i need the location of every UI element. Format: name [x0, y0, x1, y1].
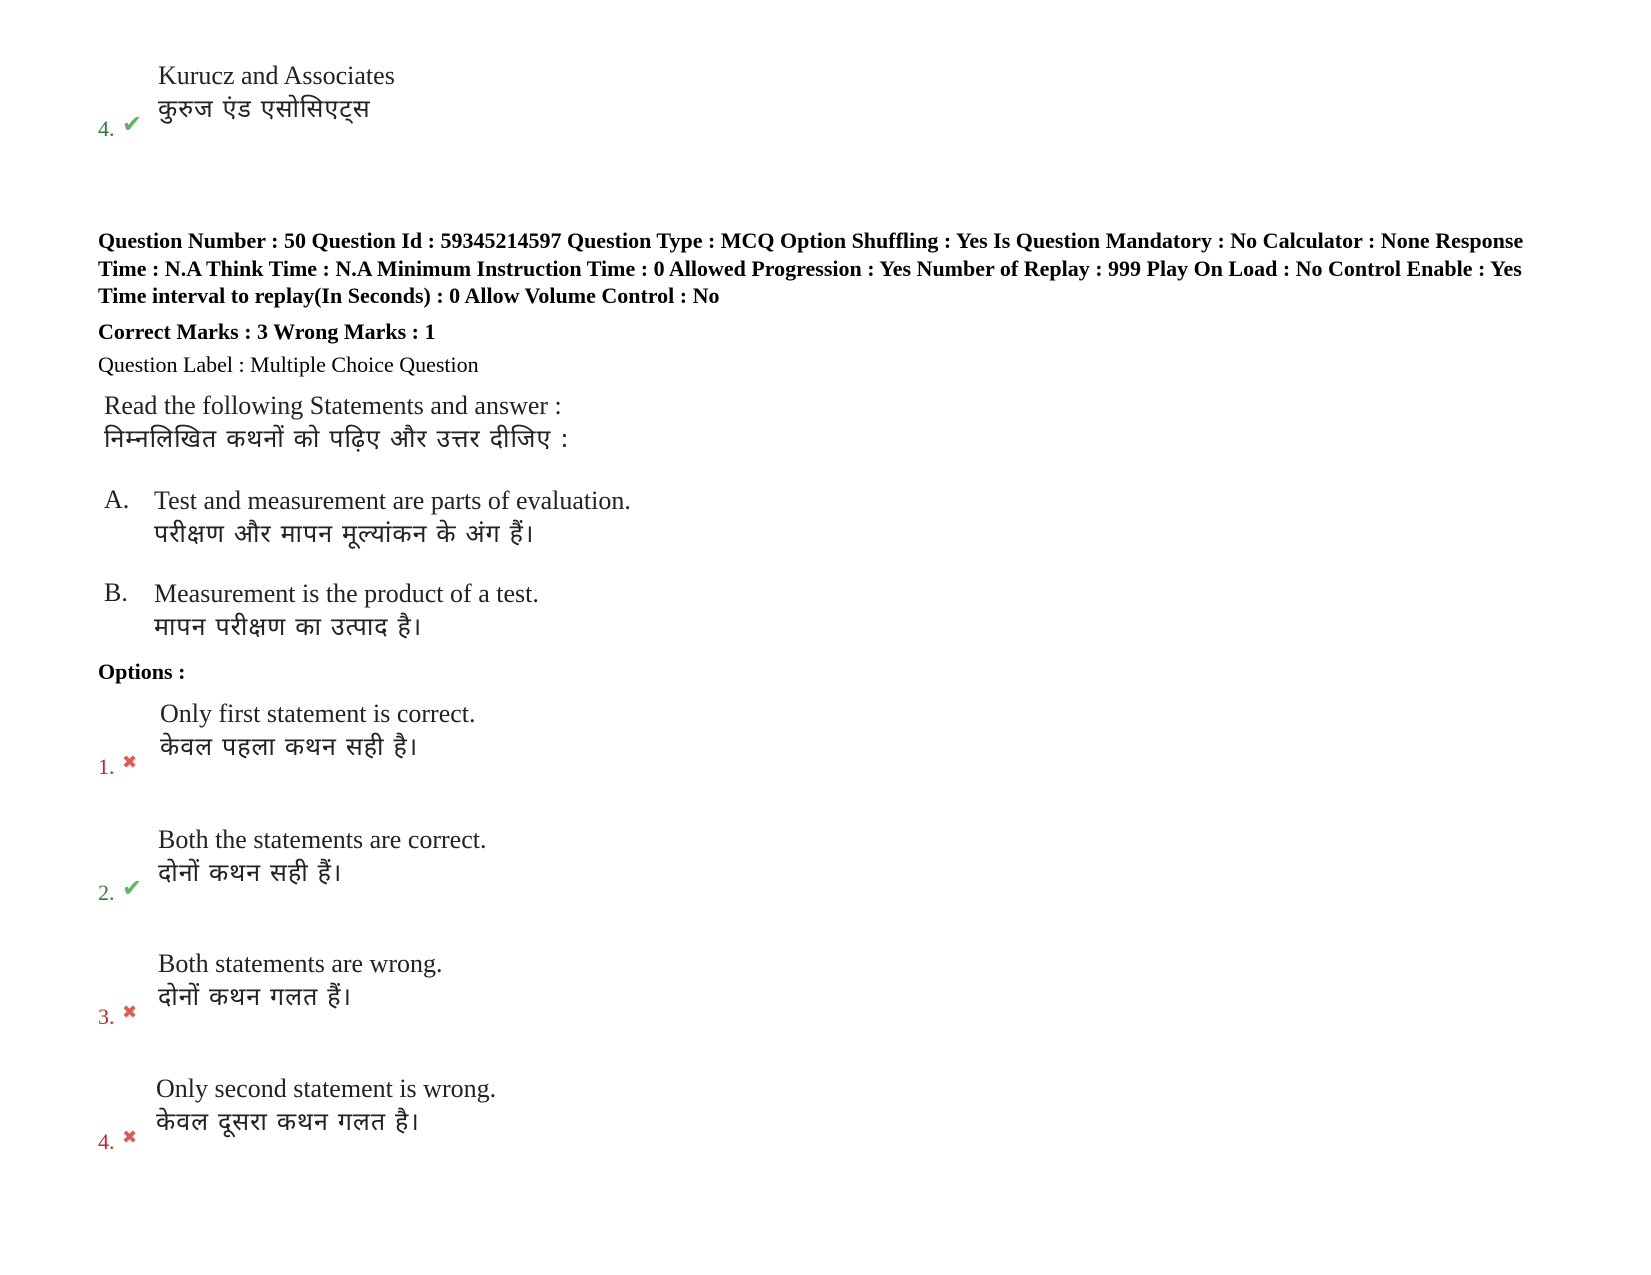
cross-icon: ✖ — [122, 752, 138, 772]
option-content — [160, 698, 476, 764]
check-icon: ✔ — [122, 876, 143, 902]
statement-letter: A. — [104, 485, 130, 514]
stem-text-en: Read the following Statements and answer : — [104, 391, 562, 420]
question-label: Question Label : Multiple Choice Question — [98, 352, 479, 377]
cross-icon: ✖ — [122, 1127, 138, 1147]
statement-text-hi: मापन परीक्षण का उत्पाद है। — [154, 612, 423, 641]
option-text-hi: केवल पहला कथन सही है। — [160, 732, 419, 761]
option-4 — [98, 1073, 598, 1163]
option-content — [158, 948, 443, 1014]
prev-option-content — [158, 60, 395, 126]
option-content — [158, 824, 486, 890]
option-text-hi: दोनों कथन गलत हैं। — [158, 982, 353, 1011]
option-3 — [98, 948, 598, 1038]
option-number: 4. — [98, 116, 115, 141]
option-text-en: Both the statements are correct. — [158, 825, 487, 854]
question-marks: Correct Marks : 3 Wrong Marks : 1 — [98, 319, 436, 344]
prev-option-4 — [98, 60, 498, 150]
question-meta: Question Number : 50 Question Id : 59345214597 Question Type : MCQ Option Shuffling : Yes Is Question Mandatory : No Calculator : None Response Time : N.A Think Time : N.A Minimum Instruction Time : 0 Allowed Progression : Yes Number of Replay : 999 Play On Load : No Control Enable : Yes Time interval to replay(In Seconds) : 0 Allow Volume Control : No — [98, 228, 1524, 308]
statement-letter: B. — [104, 578, 128, 607]
option-text-en: Only second statement is wrong. — [156, 1074, 497, 1103]
option-number: 4. — [98, 1129, 115, 1154]
options-heading: Options : — [98, 659, 186, 684]
option-number: 3. — [98, 1004, 115, 1029]
statement-body — [154, 485, 631, 551]
option-content — [156, 1073, 496, 1139]
option-1 — [98, 698, 598, 788]
option-text-en: Both statements are wrong. — [158, 949, 443, 978]
option-number: 1. — [98, 754, 115, 779]
option-number: 2. — [98, 880, 115, 905]
statement-text-en: Measurement is the product of a test. — [154, 579, 539, 608]
statement-text-hi: परीक्षण और मापन मूल्यांकन के अंग हैं। — [154, 519, 535, 548]
option-text-en: Only first statement is correct. — [160, 699, 476, 728]
option-text-en: Kurucz and Associates — [158, 61, 395, 90]
stem-text-hi: निम्नलिखित कथनों को पढ़िए और उत्तर दीजिए : — [104, 424, 570, 453]
option-2 — [98, 824, 598, 914]
question-stem — [104, 390, 570, 456]
statement-text-en: Test and measurement are parts of evaluation. — [154, 486, 631, 515]
cross-icon: ✖ — [122, 1002, 138, 1022]
statement-body — [154, 578, 539, 644]
option-text-hi: कुरुज एंड एसोसिएट्स — [158, 94, 371, 123]
option-text-hi: केवल दूसरा कथन गलत है। — [156, 1107, 420, 1136]
check-icon: ✔ — [122, 112, 143, 138]
option-text-hi: दोनों कथन सही हैं। — [158, 858, 343, 887]
